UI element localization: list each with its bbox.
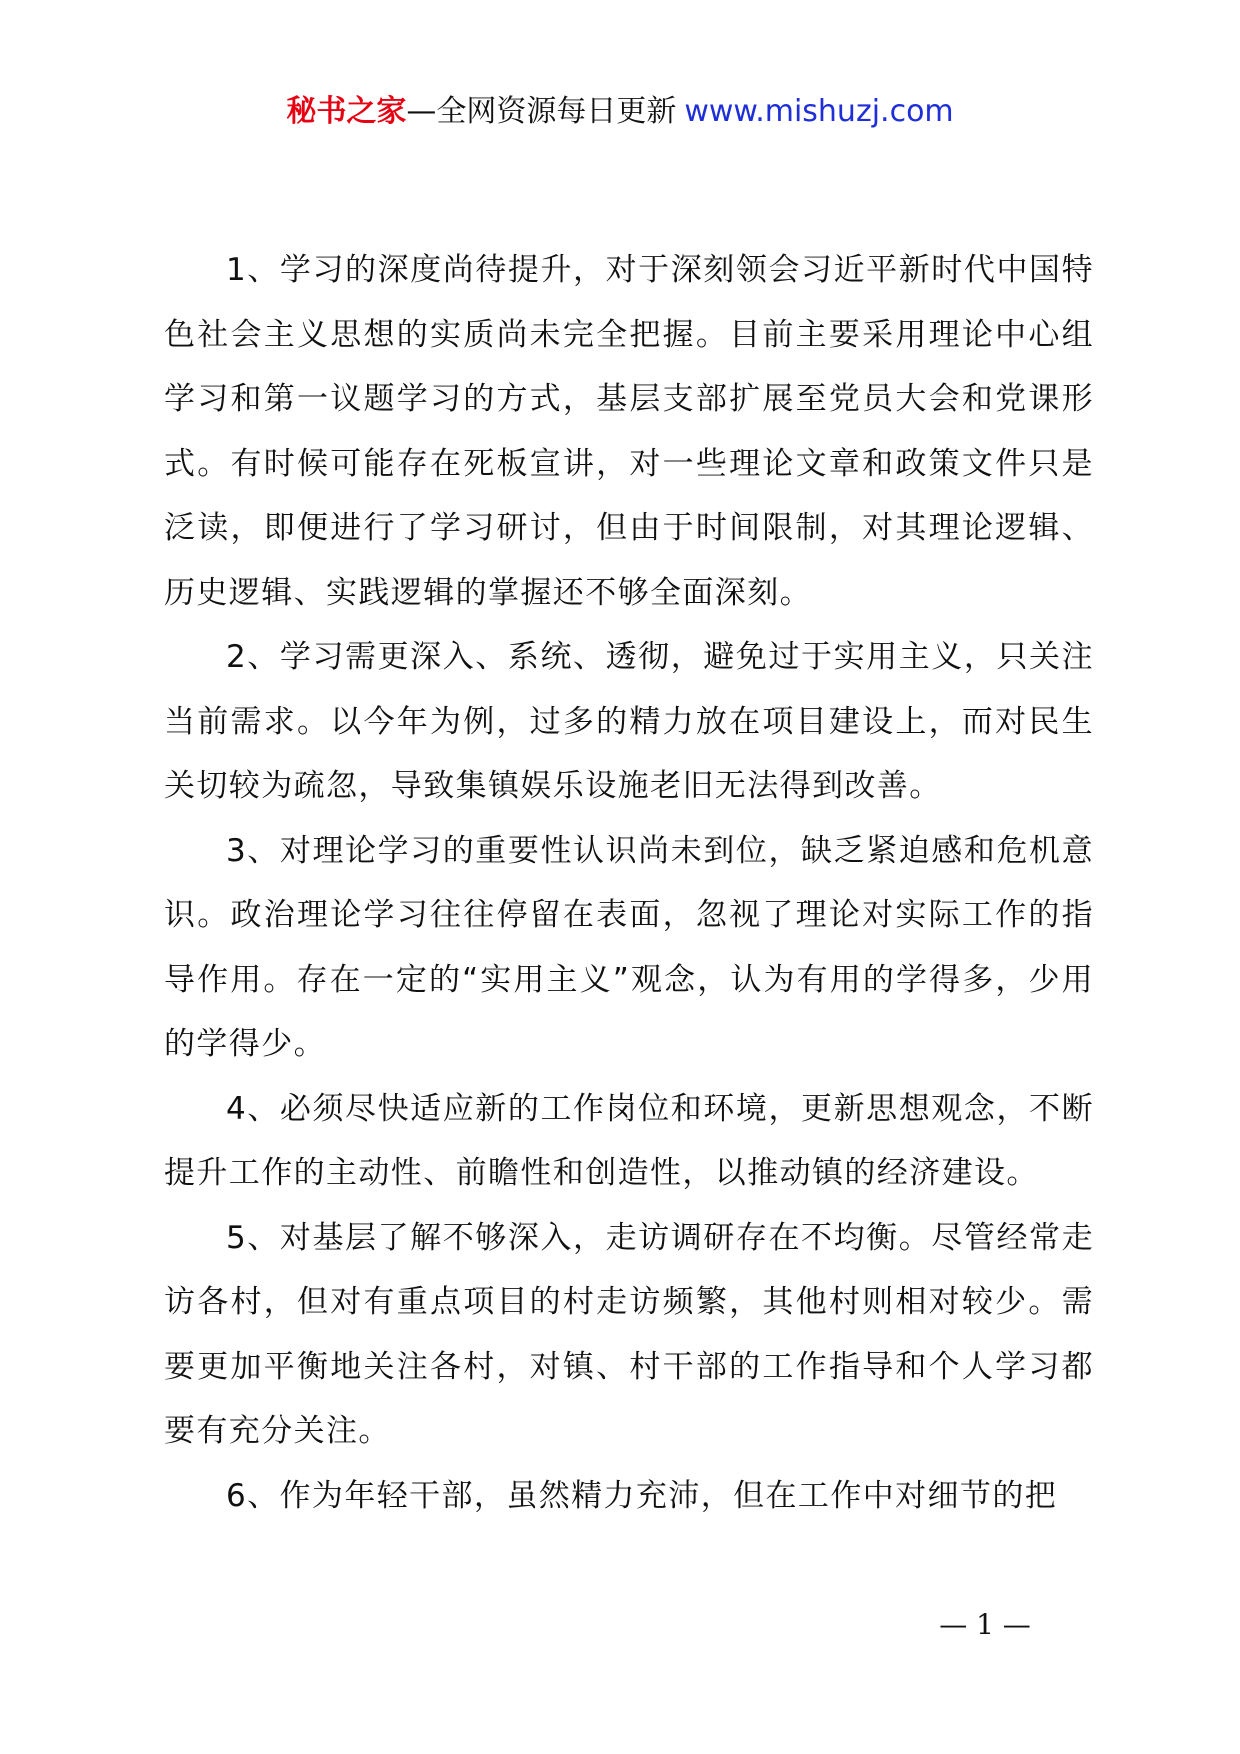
document-body — [164, 238, 1094, 1528]
page-number: — 1 — — [939, 1608, 1031, 1641]
paragraph-3: 3、对理论学习的重要性认识尚未到位，缺乏紧迫感和危机意识。政治理论学习往往停留在表面，忽视了理论对实际工作的指导作用。存在一定的“实用主义”观念，认为有用的学得多，少用的学得少。 — [164, 832, 1094, 1062]
website-link[interactable]: www.mishuzj.com — [684, 94, 954, 129]
paragraph-1: 1、学习的深度尚待提升，对于深刻领会习近平新时代中国特色社会主义思想的实质尚未完全把握。目前主要采用理论中心组学习和第一议题学习的方式，基层支部扩展至党员大会和党课形式。有时候可能存在死板宣讲，对一些理论文章和政策文件只是泛读，即便进行了学习研讨，但由于时间限制，对其理论逻辑、历史逻辑、实践逻辑的掌握还不够全面深刻。 — [164, 252, 1094, 611]
header-tagline: —全网资源每日更新 — [406, 94, 677, 129]
paragraph-5: 5、对基层了解不够深入，走访调研存在不均衡。尽管经常走访各村，但对有重点项目的村走访频繁，其他村则相对较少。需要更加平衡地关注各村，对镇、村干部的工作指导和个人学习都要有充分关注。 — [164, 1219, 1094, 1449]
paragraph-4: 4、必须尽快适应新的工作岗位和环境，更新思想观念，不断提升工作的主动性、前瞻性和创造性，以推动镇的经济建设。 — [164, 1090, 1094, 1191]
page-header — [0, 92, 1240, 132]
paragraph-2: 2、学习需更深入、系统、透彻，避免过于实用主义，只关注当前需求。以今年为例，过多的精力放在项目建设上，而对民生关切较为疏忽，导致集镇娱乐设施老旧无法得到改善。 — [164, 639, 1094, 804]
brand-name: 秘书之家 — [286, 94, 407, 129]
paragraph-6: 6、作为年轻干部，虽然精力充沛，但在工作中对细节的把 — [226, 1477, 1058, 1514]
